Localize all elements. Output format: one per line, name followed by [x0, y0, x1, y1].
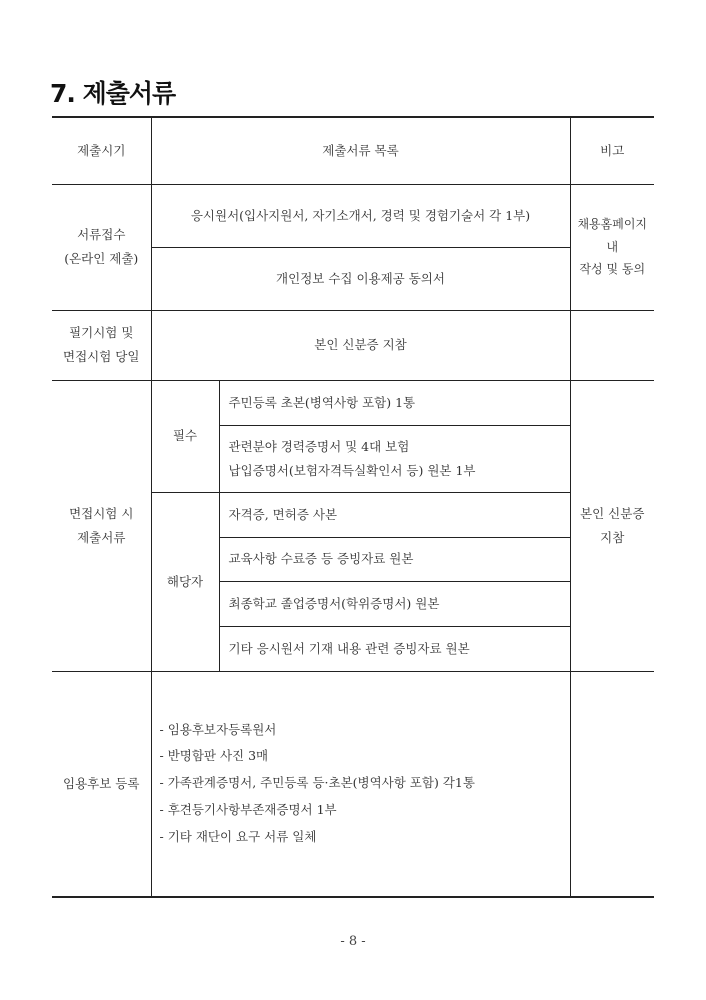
submission-documents-table — [52, 116, 654, 898]
section-title: 7. 제출서류 — [50, 79, 176, 108]
written-label-line1: 필기시험 및 — [69, 325, 134, 341]
required-item-line1: 관련분야 경력증명서 및 4대 보험 — [228, 438, 410, 454]
interview-note-line1: 본인 신분증 — [580, 505, 645, 521]
online-label-line2: (온라인 제출) — [64, 251, 139, 266]
page-number: - 8 - — [340, 934, 366, 949]
list-item: - 후견등기사항부존재증명서 1부 — [159, 802, 337, 818]
interview-note-line2: 지참 — [600, 529, 625, 545]
applicable-label: 해당자 — [151, 492, 219, 671]
header-submission-time: 제출시기 — [52, 117, 151, 184]
list-item: - 임용후보자등록원서 — [159, 721, 277, 737]
table-row — [52, 671, 654, 897]
registration-note — [570, 671, 654, 897]
required-item-line2: 납입증명서(보험자격득실확인서 등) 원본 1부 — [228, 462, 476, 478]
list-item: - 반명함판 사진 3매 — [159, 748, 269, 764]
online-item-application: 응시원서(입사지원서, 자기소개서, 경력 및 경험기술서 각 1부) — [151, 184, 570, 247]
written-label-line2: 면접시험 당일 — [63, 349, 140, 364]
online-submission-label — [52, 184, 151, 310]
interview-note — [570, 380, 654, 671]
applicable-item-license: 자격증, 면허증 사본 — [219, 492, 570, 537]
written-exam-label — [52, 310, 151, 380]
applicable-item-diploma: 최종학교 졸업증명서(학위증명서) 원본 — [219, 581, 570, 626]
registration-label: 임용후보 등록 — [52, 671, 151, 897]
required-item-resident-abstract: 주민등록 초본(병역사항 포함) 1통 — [219, 380, 570, 425]
written-exam-item: 본인 신분증 지참 — [151, 310, 570, 380]
applicable-item-education: 교육사항 수료증 등 증빙자료 원본 — [219, 537, 570, 581]
list-item: - 가족관계증명서, 주민등록 등·초본(병역사항 포함) 각1통 — [159, 775, 475, 791]
online-label-line1: 서류접수 — [77, 227, 126, 243]
table-header-row — [52, 117, 654, 184]
registration-items — [151, 671, 570, 897]
interview-label-line1: 면접시험 시 — [69, 505, 134, 521]
table-row — [52, 184, 654, 247]
interview-label-line2: 제출서류 — [77, 529, 126, 545]
table-row — [52, 380, 654, 425]
registration-list — [160, 717, 566, 851]
required-label: 필수 — [151, 380, 219, 492]
online-note-line2: 작성 및 동의 — [579, 262, 646, 277]
list-item: - 기타 재단이 요구 서류 일체 — [159, 829, 317, 845]
online-note — [570, 184, 654, 310]
written-exam-note — [570, 310, 654, 380]
required-item-career-insurance — [219, 425, 570, 492]
header-document-list: 제출서류 목록 — [151, 117, 570, 184]
applicable-item-other: 기타 응시원서 기재 내용 관련 증빙자료 원본 — [219, 626, 570, 671]
interview-label — [52, 380, 151, 671]
online-item-consent: 개인정보 수집 이용제공 동의서 — [151, 247, 570, 310]
online-note-line1: 채용홈페이지 내 — [577, 216, 648, 254]
header-remarks: 비고 — [570, 117, 654, 184]
table-row — [52, 310, 654, 380]
